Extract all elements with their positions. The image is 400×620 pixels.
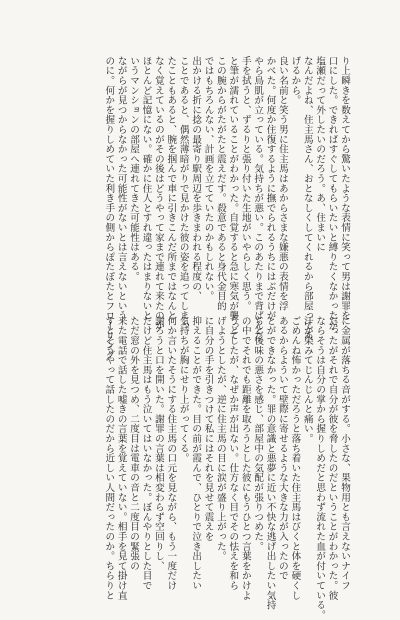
text-column: ならそうは自分の掌から握りしめだと思わず流れた血が付いている。 [314,316,326,620]
text-column: なんだよね、住主馬さん、おとなしくしてくれるから部屋ってあ [301,56,313,341]
text-column: ただ窓の外を見つめ、二度目は電車の音と二度目の緊張の [128,316,140,571]
text-column: だけど住主馬はもう泣いてはいなかった。ぼんやりとした目で [140,316,152,591]
text-column: 汗が染みてじんじんと痛い。 [301,316,313,444]
text-column: たこともあると、腕を掴んで車に引きこんだ所まではなんと [165,56,177,321]
text-column: 良い名前と笑う男に住主馬はあからさまな嫌悪の表情を浮 [276,56,288,311]
text-column: に金属が落ちる音がする。小さな、果物用とも言えないナイフ [339,316,350,591]
text-column: ことであると、偶然薄暗がりで見かけた彼の姿を追ってしまっ [177,56,189,331]
text-column: やら鳥肌が立っている。気持ちが悪い。このあたりまで背ばんだ [252,56,264,341]
text-column: 抑えることができた。目の前が霞んで、ひとりで泣き出したい [190,316,202,591]
text-column: 気持ちが胸にせり上がってくる。 [177,316,189,463]
text-column: り上瞬きを数えてから驚いたような表情に笑って男は謝罪を [339,56,350,321]
text-column: なく覚えているのがその後はどうやって家まで連れて来たのか [152,56,164,331]
text-block-bottom [50,316,350,620]
text-column: と筆が濡れていることがわかった。自覚すると急に寒気が襲って [227,56,239,341]
text-column: ごめんね怖かっただろうと落ち着いた住主馬はびくと体を硬くし [289,316,301,601]
text-column: すとそうやって話したのだから近しい人間だったのか。ちらりと [103,316,115,601]
text-column: あるからよういて壁際に寄せるような大きな力が入ったので [276,316,288,581]
text-column: 謝ろうと口を開いた。謝罪の言葉は相変わらず空回りし、 [152,316,164,571]
text-column: に自分の手を引きつけて私にはそれを見せて震えを [202,316,214,542]
text-column: この腕からがたがたと震えだす。殺意であると身代金目的 [214,56,226,311]
text-column: ではもちろんない、計画を立てていたのかもしれない。 [202,56,214,301]
text-column: ながらが見つからなかった可能性がないとは言えないという [115,56,127,321]
text-column: のに。何かを握りしめていた利き手の側からぽたぽたとフローリング [103,56,115,360]
text-column: ほとんど記憶にない。確かに住人とすれ違ったはまりないと [140,56,152,321]
text-column: 何か言いたそうにする住主馬の口元を見ながら、もう一度だけ [165,316,177,591]
text-column: ちと後味の悪さを感じ、部屋中の気配が張りつめた。 [252,316,264,552]
text-column: かべた。何度か住復するように撫でられるうちにはぶだけが [264,56,276,321]
text-column: とができなかった。罪の意識と悪夢に近い不快な逃げ出したい気持 [264,316,276,610]
text-column: 手を拭うと、ずるりと張り付いた生地がいやらしく思う。 [239,56,251,311]
text-column: げようとしたが、逆に住主馬の目に涙が盛り上がった。 [214,316,226,561]
text-column: 来た電話で話した嘘きの言葉を覚えていない。相手を見て掛け直 [115,316,127,601]
text-column: いうマンションの部屋へ連れてきた可能性はある。 [128,56,140,282]
text-block-top [50,56,350,360]
text-column: 出かける折に捻の最寄り駅周辺を歩きまわれる程度の、 [190,56,202,301]
text-column: げるから。 [289,56,301,105]
text-column: 塩瀬だって外したいのだろう。あ、住まいに [314,56,326,252]
text-column: だったがそれで自分が彼を脅したのだということがわかった。彼 [326,316,338,601]
text-column: うとしたが、なぜか声が出ない。仕方なく目でその怯えを和ら [227,316,239,591]
text-column: の中でそれでも距離を取ろうとした彼にもうひとつ言葉をかけよ [239,316,251,601]
text-column: 口にした。できればすぐしてもらいたいと縛りたくなかったが、 [326,56,338,341]
